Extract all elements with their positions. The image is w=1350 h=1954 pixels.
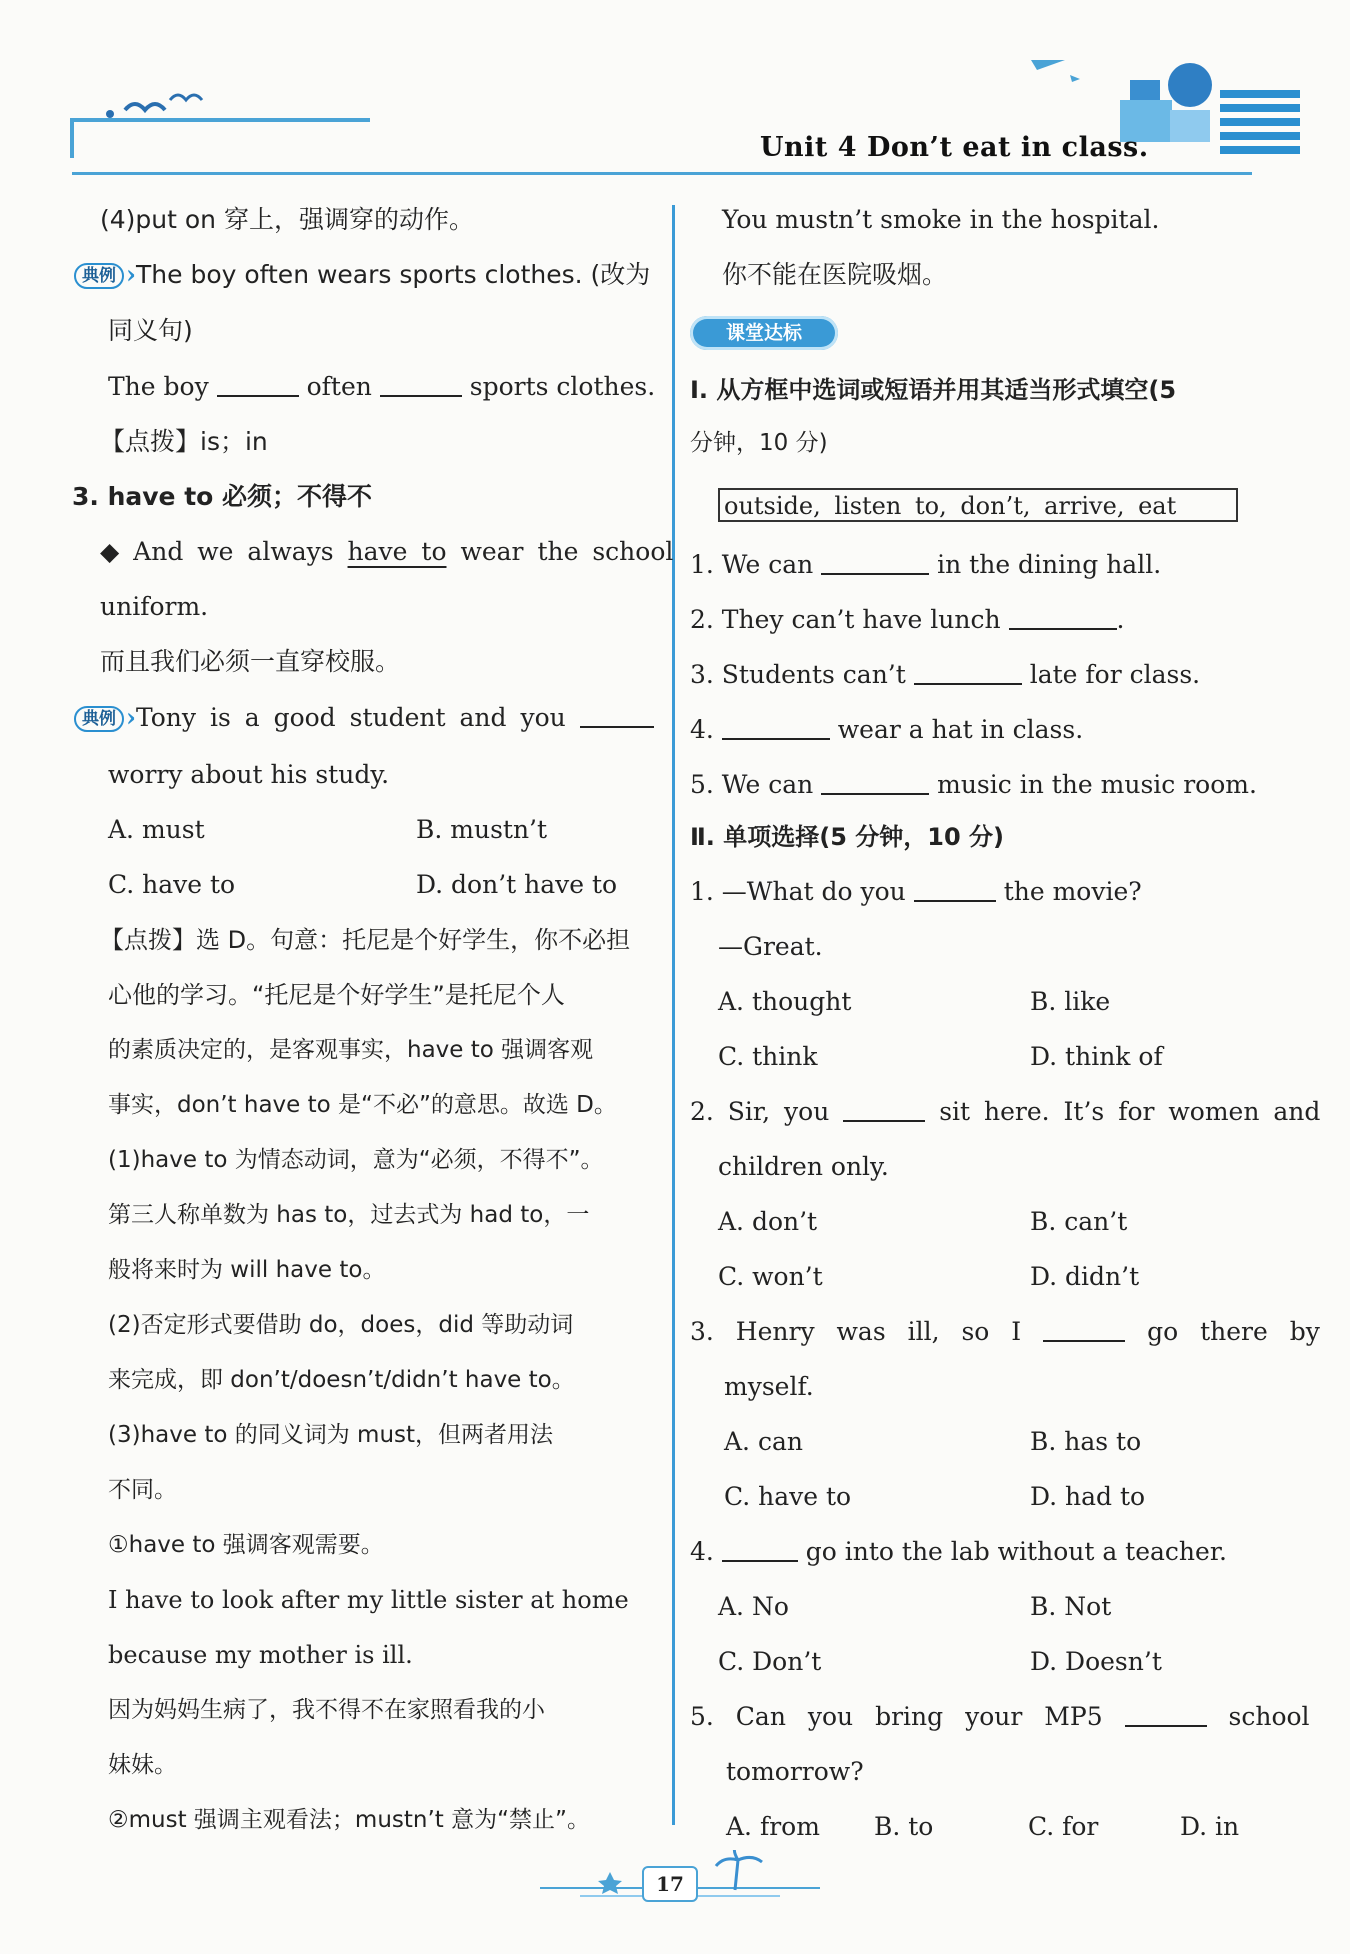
- explanation: 事实，don’t have to 是“不必”的意思。故选 D。: [108, 1092, 617, 1118]
- exercise-heading: 分钟，10 分): [690, 430, 828, 456]
- fill-question: 4. wear a hat in class.: [690, 715, 1084, 744]
- explanation: 心他的学习。“托尼是个好学生”是托尼个人: [108, 981, 565, 1009]
- option-a: A. No: [718, 1592, 789, 1621]
- explanation: (1)have to 为情态动词，意为“必须，不得不”。: [108, 1147, 604, 1173]
- option-c: C. have to: [108, 870, 236, 899]
- option-c: C. for: [1028, 1812, 1099, 1841]
- option-b: B. mustn’t: [416, 815, 548, 844]
- example-sentence: uniform.: [100, 592, 209, 621]
- word-box: outside, listen to, don’t, arrive, eat: [718, 488, 1238, 522]
- answer-hint: 【点拨】is；in: [100, 427, 268, 456]
- option-a: A. can: [724, 1427, 803, 1456]
- note-line: (4)put on 穿上，强调穿的动作。: [100, 205, 474, 234]
- choice-question: tomorrow?: [726, 1757, 864, 1786]
- explanation: 【点拨】选 D。句意：托尼是个好学生，你不必担: [100, 926, 631, 954]
- translation: 你不能在医院吸烟。: [722, 260, 948, 289]
- header-rule: [72, 172, 1252, 175]
- option-d: D. don’t have to: [416, 870, 618, 899]
- palm-tree-icon: [716, 1850, 762, 1890]
- star-icon: [598, 1872, 622, 1894]
- choice-question: children only.: [718, 1152, 889, 1181]
- page-number: 17: [642, 1866, 698, 1902]
- example-sentence: You mustn’t smoke in the hospital.: [722, 205, 1160, 234]
- fill-question: 5. We can music in the music room.: [690, 770, 1257, 799]
- option-b: B. like: [1030, 987, 1111, 1016]
- example-badge: 典例: [74, 263, 124, 289]
- explanation: 般将来时为 will have to。: [108, 1257, 386, 1283]
- example-line: 典例 ›The boy often wears sports clothes. (改为: [74, 260, 650, 290]
- paper-plane-icon: [1025, 60, 1065, 70]
- explanation: 第三人称单数为 has to，过去式为 had to，一: [108, 1202, 590, 1228]
- example-sentence: because my mother is ill.: [108, 1641, 413, 1669]
- globe-icon: [1168, 63, 1212, 107]
- column-divider: [672, 205, 675, 1825]
- option-c: C. have to: [724, 1482, 852, 1511]
- explanation: (3)have to 的同义词为 must，但两者用法: [108, 1422, 554, 1448]
- option-a: A. must: [108, 815, 205, 844]
- choice-question: 5. Can you bring your MP5 school: [690, 1702, 1310, 1731]
- explanation: 来完成，即 don’t/doesn’t/didn’t have to。: [108, 1367, 575, 1393]
- translation: 妹妹。: [108, 1752, 177, 1778]
- exercise-heading: Ⅱ. 单项选择(5 分钟，10 分): [690, 823, 1005, 851]
- option-d: D. in: [1180, 1812, 1240, 1841]
- fill-question: 3. Students can’t late for class.: [690, 660, 1201, 689]
- translation: 因为妈妈生病了，我不得不在家照看我的小: [108, 1697, 545, 1723]
- explanation: 的素质决定的，是客观事实，have to 强调客观: [108, 1037, 594, 1063]
- choice-question: myself.: [724, 1372, 814, 1401]
- example-line: 典例 ›Tony is a good student and you: [74, 703, 654, 733]
- choice-question: —Great.: [718, 932, 823, 961]
- explanation: 不同。: [108, 1477, 177, 1503]
- option-d: D. Doesn’t: [1030, 1647, 1162, 1676]
- unit-title: Unit 4 Don’t eat in class.: [760, 132, 1149, 163]
- explanation: ②must 强调主观看法；mustn’t 意为“禁止”。: [108, 1807, 590, 1833]
- translation: 而且我们必须一直穿校服。: [100, 647, 401, 676]
- fill-question: 1. We can in the dining hall.: [690, 550, 1162, 579]
- section-heading: 3. have to 必须；不得不: [72, 482, 373, 511]
- example-line: worry about his study.: [108, 760, 390, 789]
- option-c: C. think: [718, 1042, 818, 1071]
- choice-question: 2. Sir, you sit here. It’s for women and: [690, 1097, 1321, 1126]
- note-line: 同义句): [108, 316, 193, 345]
- explanation: (2)否定形式要借助 do，does，did 等助动词: [108, 1312, 574, 1338]
- fill-question: 2. They can’t have lunch .: [690, 605, 1125, 634]
- option-b: B. to: [874, 1812, 934, 1841]
- example-sentence: I have to look after my little sister at home: [108, 1586, 629, 1614]
- section-pill: 课堂达标: [690, 316, 838, 350]
- option-d: D. had to: [1030, 1482, 1146, 1511]
- option-d: D. didn’t: [1030, 1262, 1140, 1291]
- choice-question: 1. —What do you the movie?: [690, 877, 1142, 906]
- choice-question: 3. Henry was ill, so I go there by: [690, 1317, 1320, 1346]
- option-c: C. Don’t: [718, 1647, 822, 1676]
- bird-icon: [170, 95, 202, 100]
- fill-blank-line: The boy often sports clothes.: [108, 372, 656, 401]
- option-d: D. think of: [1030, 1042, 1163, 1071]
- option-b: B. has to: [1030, 1427, 1142, 1456]
- option-a: A. thought: [718, 987, 852, 1016]
- explanation: ①have to 强调客观需要。: [108, 1532, 384, 1558]
- option-b: B. can’t: [1030, 1207, 1128, 1236]
- bird-icon: [125, 104, 165, 110]
- option-a: A. don’t: [718, 1207, 818, 1236]
- option-a: A. from: [726, 1812, 820, 1841]
- choice-question: 4. go into the lab without a teacher.: [690, 1537, 1227, 1566]
- example-sentence: ◆ And we always have to wear the school: [100, 537, 674, 566]
- exercise-heading: Ⅰ. 从方框中选词或短语并用其适当形式填空(5: [690, 376, 1177, 404]
- option-b: B. Not: [1030, 1592, 1112, 1621]
- option-c: C. won’t: [718, 1262, 823, 1291]
